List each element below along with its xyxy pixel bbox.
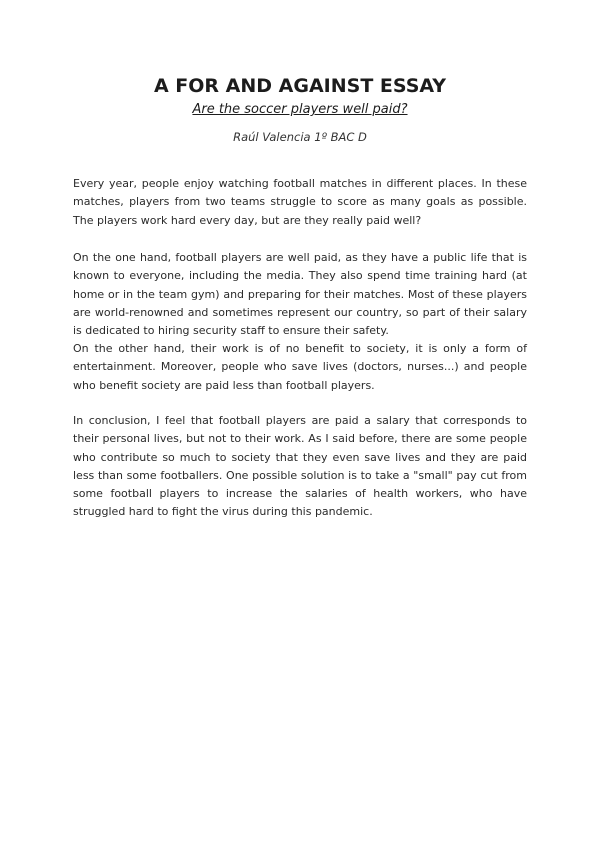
paragraph-conclusion: In conclusion, I feel that football players are paid a salary that corresponds to their personal lives, but not to their work. As I said before, there are some people who contribute so much to society that they even save lives and they are paid less than some footballers. One possible solution is to take a "small" pay cut from some football players to increase the salaries of health workers, who have struggled hard to fight the virus during this pandemic.	[73, 414, 527, 519]
paragraph-for: On the one hand, football players are well paid, as they have a public life that is known to everyone, including the media. They also spend time training hard (at home or in the team gym) and preparing for their matches. Most of these players are world-renowned and sometimes represent our country, so part of their salary is dedicated to hiring security staff to ensure their safety.	[73, 251, 527, 338]
paragraph-against: On the other hand, their work is of no benefit to society, it is only a form of entertainment. Moreover, people who save lives (doctors, nurses...) and people who benefit society are paid less than football players.	[73, 342, 527, 392]
paragraph-introduction: Every year, people enjoy watching football matches in different places. In these matches, players from two teams struggle to score as many goals as possible. The players work hard every day, but are they really paid well?	[73, 177, 527, 227]
page-subtitle: Are the soccer players well paid?	[192, 102, 408, 117]
page-title: A FOR AND AGAINST ESSAY	[153, 75, 447, 97]
author-line: Raúl Valencia 1º BAC D	[233, 130, 367, 144]
